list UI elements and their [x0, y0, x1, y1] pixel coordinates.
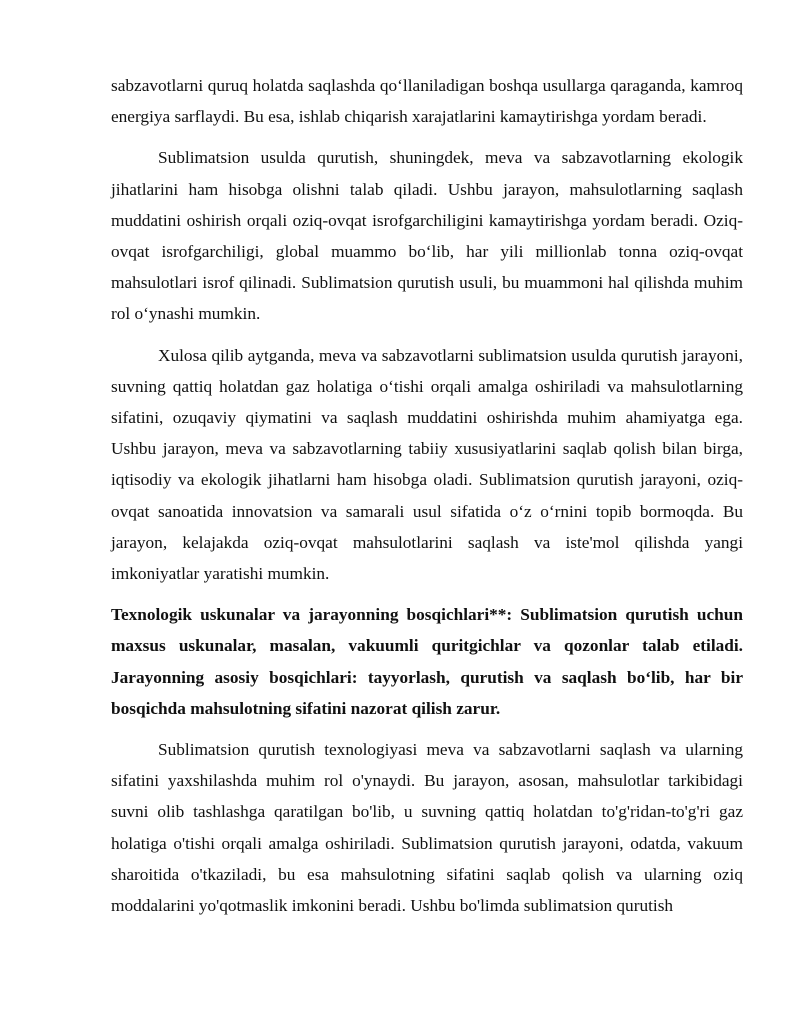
paragraph-technology: Sublimatsion qurutish texnologiyasi meva va sabzavotlarni saqlash va ularning sifatini yaxshilashda muhim rol o'ynaydi. Bu jarayon, asosan, mahsulotlar tarkibidagi suvni olib tashlashga qaratilgan bo'lib, u suvning qattiq holatdan to'g'ridan-to'g'ri gaz holatiga o'tishi orqali amalga oshiriladi. Sublimatsion qurutish jarayoni, odatda, vakuum sharoitida o'tkaziladi, bu esa mahsulotning sifatini saqlab qolish va ularning oziq moddalarini yo'qotmaslik imkonini beradi. Ushbu bo'limda sublimatsion qurutish [111, 740, 743, 916]
section-heading-equipment: Texnologik uskunalar va jarayonning bosqichlari**: Sublimatsion qurutish uchun maxsus uskunalar, masalan, vakuumli quritgichlar va qozonlar talab etiladi. Jarayonning asosiy bosqichlari: tayyorlash, qurutish va saqlash bo‘lib, har bir bosqichda mahsulotning sifatini nazorat qilish zarur. [111, 605, 743, 718]
paragraph-conclusion: Xulosa qilib aytganda, meva va sabzavotlarni sublimatsion usulda qurutish jarayoni, suvning qattiq holatdan gaz holatiga o‘tishi orqali amalga oshiriladi va mahsulotlarning sifatini, ozuqaviy qiymatini va saqlash muddatini oshirishda muhim ahamiyatga ega. Ushbu jarayon, meva va sabzavotlarning tabiiy xususiyatlarini saqlab qolish bilan birga, iqtisodiy va ekologik jihatlarni ham hisobga oladi. Sublimatsion qurutish jarayoni, oziq-ovqat sanoatida innovatsion va samarali usul sifatida o‘z o‘rnini topib bormoqda. Bu jarayon, kelajakda oziq-ovqat mahsulotlarini saqlash va iste'mol qilishda yangi imkoniyatlar yaratishi mumkin. [111, 345, 743, 584]
paragraph-ecology: Sublimatsion usulda qurutish, shuningdek, meva va sabzavotlarning ekologik jihatlarini ham hisobga olishni talab qiladi. Ushbu jarayon, mahsulotlarning saqlash muddatini oshirish orqali oziq-ovqat isrofgarchiligini kamaytirishga yordam beradi. Oziq-ovqat isrofgarchiligi, global muammo bo‘lib, har yili millionlab tonna oziq-ovqat mahsulotlari isrof qilinadi. Sublimatsion qurutish usuli, bu muammoni hal qilishda muhim rol o‘ynashi mumkin. [111, 148, 743, 324]
paragraph-continuation: sabzavotlarni quruq holatda saqlashda qo‘llaniladigan boshqa usullarga qaraganda, kamroq energiya sarflaydi. Bu esa, ishlab chiqarish xarajatlarini kamaytirishga yordam beradi. [111, 76, 743, 127]
